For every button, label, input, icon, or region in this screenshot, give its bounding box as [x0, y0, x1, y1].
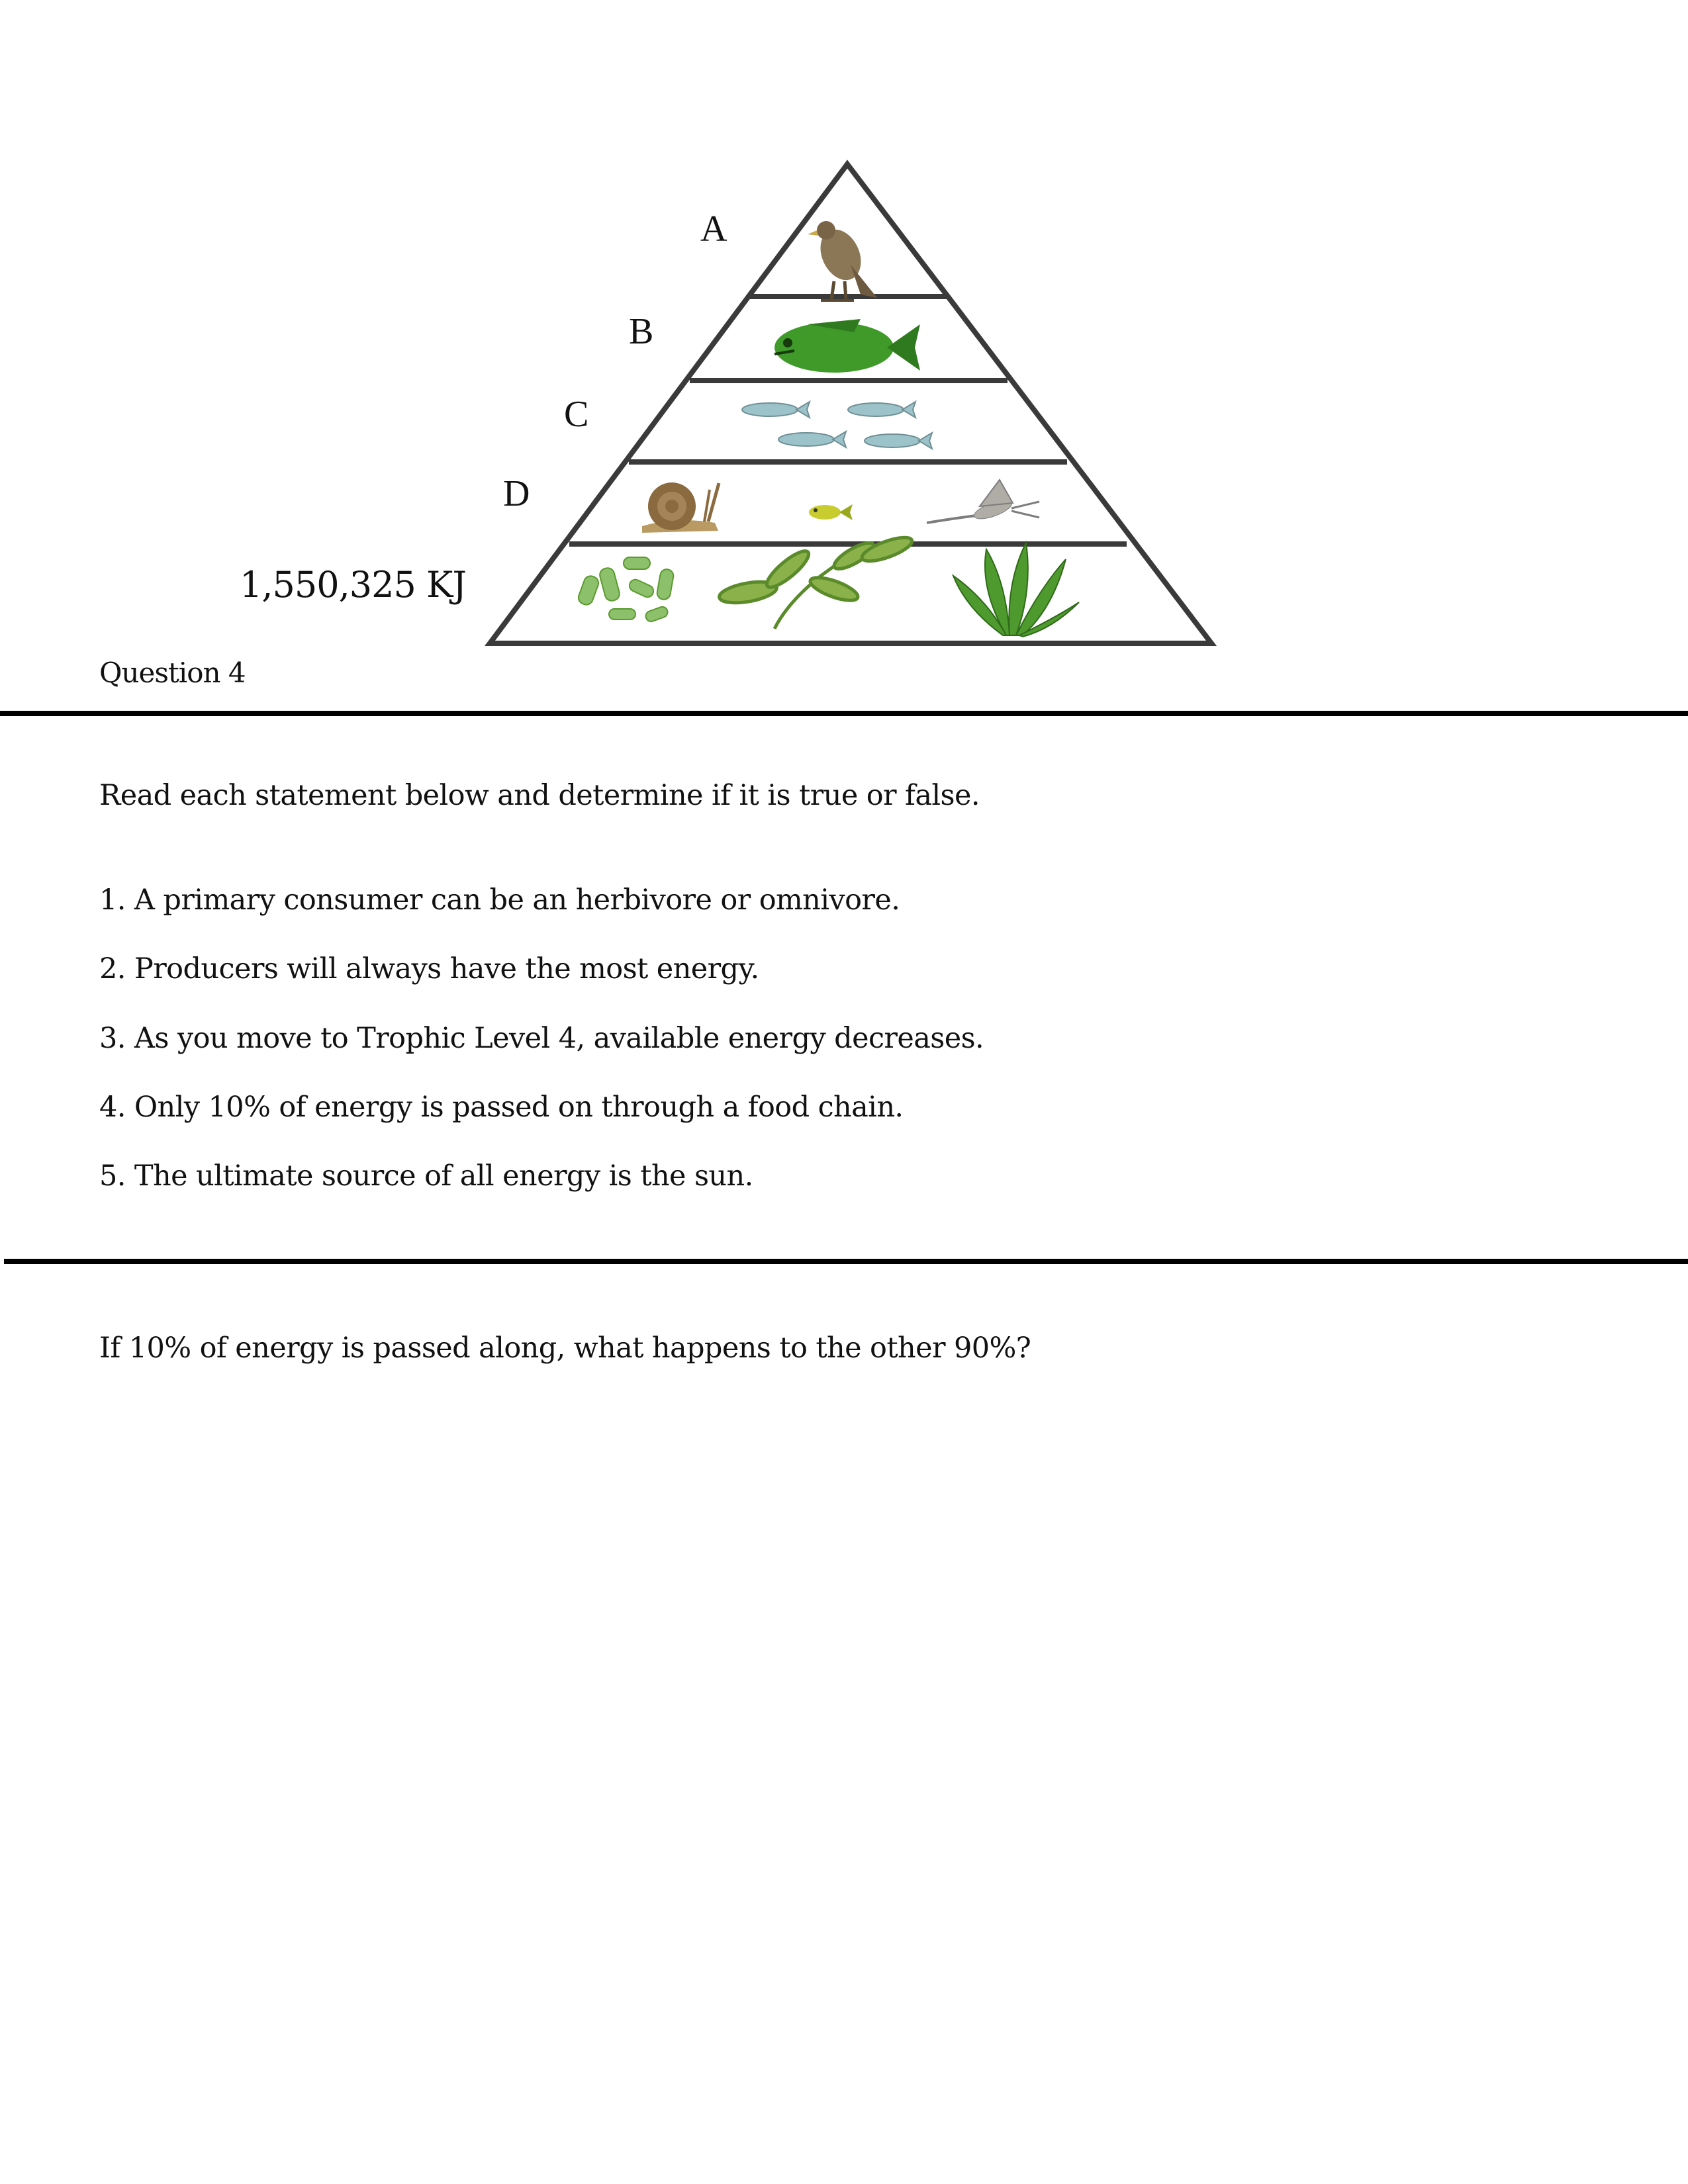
followup-question: If 10% of energy is passed along, what happens to the other 90%?	[99, 1332, 1031, 1365]
question-label: Question 4	[99, 657, 246, 689]
statement-item: 2. Producers will always have the most energy.	[99, 952, 759, 985]
seaweed-icon	[718, 533, 914, 629]
algae-icon	[577, 557, 675, 623]
level-label-d: D	[503, 473, 530, 514]
statement-item: 4. Only 10% of energy is passed on through a food chain.	[99, 1091, 904, 1124]
small-fish-icon	[742, 402, 932, 449]
section-divider	[0, 711, 1688, 716]
snail-icon	[642, 482, 719, 533]
statement-item: 3. As you move to Trophic Level 4, available energy decreases.	[99, 1022, 984, 1055]
hawk-icon	[808, 221, 877, 300]
mayfly-icon	[927, 480, 1039, 523]
level-label-b: B	[629, 311, 654, 352]
level-label-c: C	[564, 394, 589, 435]
instructions-text: Read each statement below and determine if it is true or false.	[99, 779, 980, 812]
aquatic-plant-icon	[953, 543, 1079, 637]
tiny-fish-icon	[809, 504, 853, 520]
pyramid-outline	[490, 164, 1211, 643]
statement-item: 1. A primary consumer can be an herbivore or omnivore.	[99, 884, 900, 917]
level-label-a: A	[700, 208, 727, 250]
section-divider	[4, 1259, 1688, 1264]
green-fish-icon	[774, 319, 920, 373]
energy-value-label: 1,550,325 KJ	[240, 564, 466, 606]
energy-pyramid	[477, 152, 1225, 655]
statement-item: 5. The ultimate source of all energy is the sun.	[99, 1160, 753, 1193]
